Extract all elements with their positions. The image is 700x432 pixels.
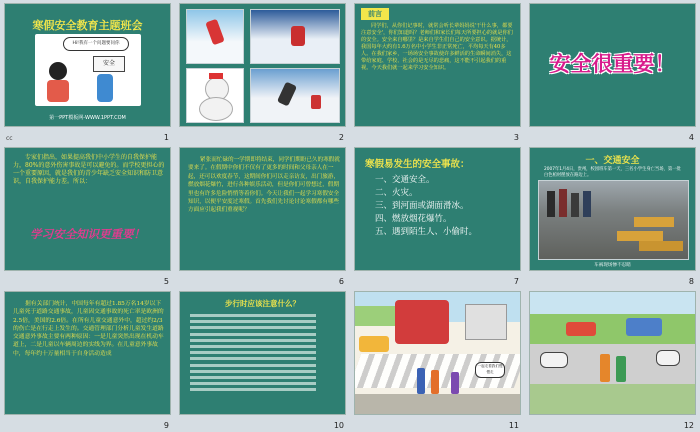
slide-thumb-9[interactable] — [0, 288, 175, 432]
accident-item: 四、燃放烟花爆竹。 — [375, 214, 452, 224]
slide-corner-mark: cc — [6, 135, 13, 142]
child-figure-icon — [49, 62, 67, 80]
photo-caption: 车祸现场惨不忍睹 — [594, 263, 631, 268]
car-icon — [359, 336, 389, 352]
traffic-scene-illustration — [530, 292, 695, 414]
slide-5[interactable] — [4, 147, 171, 271]
slide-2[interactable] — [179, 3, 346, 127]
slide-number-1: 1 — [163, 133, 169, 142]
slide-number-11: 11 — [508, 421, 519, 430]
skiing-photo-1 — [186, 9, 244, 64]
skiing-photo-3 — [250, 68, 340, 123]
slide-thumb-8[interactable] — [525, 144, 700, 288]
slide-8-caption: 2007年1月4日，贵州，校园班车第一天，三名小学生身亡当场，第一批白色棺材摆放在路边上。 — [544, 167, 681, 178]
slide-number-7: 7 — [513, 277, 519, 286]
slide-thumb-7[interactable] — [350, 144, 525, 288]
slide-11[interactable] — [354, 291, 521, 415]
slide-10[interactable] — [179, 291, 346, 415]
slide-4[interactable] — [529, 3, 696, 127]
snowman-illustration — [186, 68, 244, 123]
slide-1-footer: 第一PPT模板网-WWW.1PPT.COM — [49, 115, 126, 121]
walking-tips-text — [190, 314, 338, 394]
slide-3[interactable] — [354, 3, 521, 127]
car-icon — [566, 322, 596, 336]
accident-item: 五、遇到陌生人、小偷时。 — [375, 227, 478, 237]
slide-8-title: 一、交通安全 — [585, 156, 640, 166]
slide-5-slogan: 学习安全知识更重要！ — [30, 227, 145, 241]
slide-8[interactable] — [529, 147, 696, 271]
teacher-figure-icon — [97, 74, 113, 102]
slide-number-6: 6 — [338, 277, 344, 286]
skiing-photo-2 — [250, 9, 340, 64]
accident-item: 三、到河面或湖面滑冰。 — [375, 201, 469, 211]
slide-thumb-5[interactable] — [0, 144, 175, 288]
slide-number-3: 3 — [513, 133, 519, 142]
speech-bubble: Hi!我有一个问题要问你 — [63, 37, 129, 51]
slide-5-body: 专家们指出，如果提高我们中小学生的自我保护能力，80%的意外伤害事故是可以避免的。而学校更担心的一个重要原因，就是我们的青少年缺乏安全知识和防卫意识，自我保护能力差。所以： — [13, 154, 165, 185]
slide-9[interactable] — [4, 291, 171, 415]
slide-thumb-10[interactable] — [175, 288, 350, 432]
slide-number-9: 9 — [163, 421, 169, 430]
slide-1-title: 寒假安全教育主题班会 — [32, 19, 143, 32]
slide-thumb-3[interactable] — [350, 0, 525, 144]
slide-number-12: 12 — [683, 421, 694, 430]
preface-heading: 前言 — [361, 8, 389, 20]
accident-photo — [538, 180, 689, 260]
slide-thumb-2[interactable] — [175, 0, 350, 144]
speech-bubble: 一起走着我们慢慢走 — [475, 362, 505, 378]
slide-6-body: 紧张而忙碌的一学期即将结束，同学们期盼已久的寒假就要来了。在假期中你们不仅有了更多的时间和父母亲人在一起，还可以欢度春节，这期间你们可以走亲访友，出门旅游，燃放烟花爆竹，进行各种娱乐活动，但是你们可曾想过，假期里也有许多危险悄悄等着你们。今天让我们一起学习寒假安全知识，以便平安度过寒假。首先我们先讨论讨论寒假都有哪些方面应引起我们重视呢？ — [188, 157, 340, 214]
slide-thumb-1[interactable] — [0, 0, 175, 144]
child-body-icon — [47, 80, 69, 102]
slide-thumb-6[interactable] — [175, 144, 350, 288]
slide-number-8: 8 — [688, 277, 694, 286]
safety-sign: 安全 — [93, 56, 125, 72]
accident-item: 一、交通安全。 — [375, 175, 435, 185]
preface-body: 同学们，从你们记事时，就常会听长辈妈妈说'干什么事，都要注意安全'，你们知道吗？老师们和家长们每天所要担心的就是你们的安全。安全来自哪里？是来自学生们自己的安全意识。据统计，我国每年大约有1.6万名中小学生非正常死亡，平均每天有40多人。在我们家乡，一场场安全事故使许多鲜活的生命瞬间消失，这带给家庭、学校、社会的是无尽的悲痛，这不能不引起我们的重视。今天我们就一起来学习安全知识。 — [361, 23, 513, 71]
slide-thumb-4[interactable] — [525, 0, 700, 144]
slide-4-title: 安全很重要！ — [549, 51, 676, 76]
slide-number-4: 4 — [688, 133, 694, 142]
slide-number-5: 5 — [163, 277, 169, 286]
truck-icon — [626, 318, 662, 336]
cartoon-illustration — [35, 34, 141, 106]
slide-1[interactable] — [4, 3, 171, 127]
slide-12[interactable] — [529, 291, 696, 415]
street-scene-illustration — [355, 292, 520, 414]
slide-10-title: 步行时应该注意什么？ — [225, 299, 300, 308]
accident-list — [375, 174, 477, 239]
accident-item: 二、火灾。 — [375, 188, 418, 198]
slide-9-body: 据有关部门统计，中国每年有超过1.85万名14岁以下儿童死于道路交通事故，儿童因交通事故的死亡率是欧洲的2.5倍，美国的2.6倍。在所有儿童交通意外中，超过约2/3的伤亡是在行走上发生的。交通管理部门分析儿童发生道路交通意外事故主要有两种原因：一是儿童突然出现在机动车道上，二是儿童以车辆周边的实线为界。在儿童意外事故中，每年约十万量相当于自身活动造成 — [13, 301, 164, 357]
bus-icon — [395, 300, 449, 344]
slide-thumb-11[interactable] — [350, 288, 525, 432]
slide-number-10: 10 — [333, 421, 344, 430]
slide-6[interactable] — [179, 147, 346, 271]
slide-thumb-12[interactable] — [525, 288, 700, 432]
slide-7[interactable] — [354, 147, 521, 271]
slide-number-2: 2 — [338, 133, 344, 142]
slide-7-title: 寒假易发生的安全事故： — [365, 159, 470, 170]
